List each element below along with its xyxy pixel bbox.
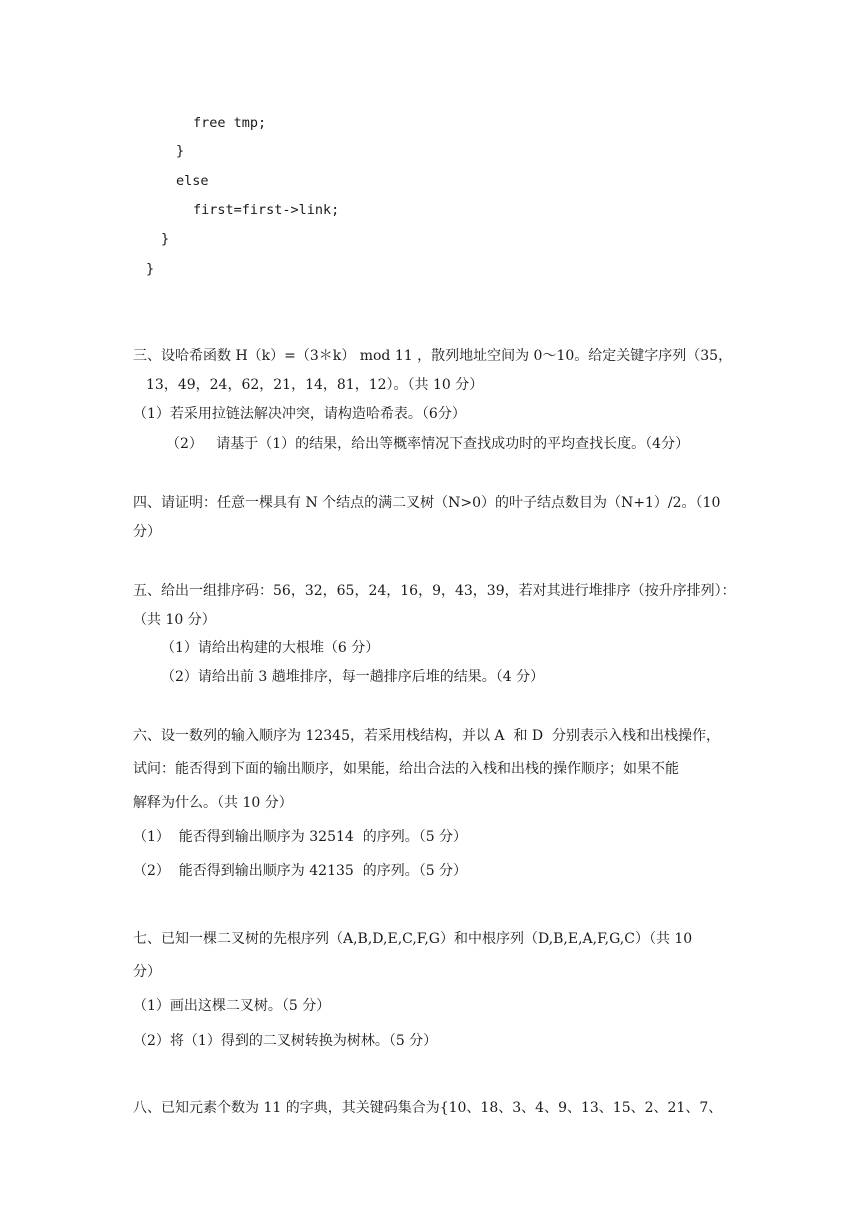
code-line: } bbox=[176, 143, 185, 159]
question-3-text: 三、设哈希函数 H（k）=（3＊k） mod 11 ，散列地址空间为 0～10。给定关键字序列（35， bbox=[133, 348, 733, 364]
question-7-text: 分） bbox=[133, 964, 161, 980]
question-4-text: 四、请证明：任意一棵具有 N 个结点的满二叉树（N>0）的叶子结点数目为（N+1）/2。（10 bbox=[133, 495, 721, 511]
question-6-part-1: （1） 能否得到输出顺序为 32514 的序列。（5 分） bbox=[133, 829, 468, 845]
question-7-text: 七、已知一棵二叉树的先根序列（A,B,D,E,C,F,G）和中根序列（D,B,E,A,F,G,C）（共 10 bbox=[133, 931, 693, 947]
question-7-part-2: （2）将（1）得到的二叉树转换为树林。（5 分） bbox=[133, 1033, 438, 1049]
code-line: free tmp; bbox=[193, 115, 267, 131]
question-5-part-1: （1）请给出构建的大根堆（6 分） bbox=[161, 640, 380, 656]
question-3-text: 13，49，24，62，21，14，81，12）。（共 10 分） bbox=[146, 377, 484, 393]
code-line: } bbox=[161, 231, 170, 247]
question-6-text: 六、设一数列的输入顺序为 12345，若采用栈结构，并以 A 和 D 分别表示入栈和出栈操作， bbox=[133, 728, 721, 744]
question-6-text: 解释为什么。（共 10 分） bbox=[133, 795, 293, 811]
code-line: first=first->link; bbox=[193, 202, 340, 218]
code-line: } bbox=[146, 261, 155, 277]
question-4-text: 分） bbox=[133, 524, 161, 540]
question-5-text: （共 10 分） bbox=[133, 612, 216, 628]
question-5-part-2: （2）请给出前 3 趟堆排序，每一趟排序后堆的结果。（4 分） bbox=[161, 669, 545, 685]
code-line: else bbox=[176, 173, 209, 189]
question-7-part-1: （1）画出这棵二叉树。（5 分） bbox=[133, 998, 331, 1014]
question-3-part-1: （1）若采用拉链法解决冲突，请构造哈希表。（6分） bbox=[133, 406, 466, 422]
question-6-text: 试问：能否得到下面的输出顺序，如果能，给出合法的入栈和出栈的操作顺序；如果不能 bbox=[133, 761, 679, 777]
question-8-text: 八、已知元素个数为 11 的字典，其关键码集合为{10、18、3、4、9、13、15、2、21、7、 bbox=[133, 1100, 723, 1116]
question-3-part-2: （2） 请基于（1）的结果，给出等概率情况下查找成功时的平均查找长度。（4分） bbox=[166, 436, 690, 452]
question-5-text: 五、给出一组排序码：56，32，65，24，16，9，43，39，若对其进行堆排序（按升序排列）： bbox=[133, 583, 736, 599]
question-6-part-2: （2） 能否得到输出顺序为 42135 的序列。（5 分） bbox=[133, 863, 468, 879]
